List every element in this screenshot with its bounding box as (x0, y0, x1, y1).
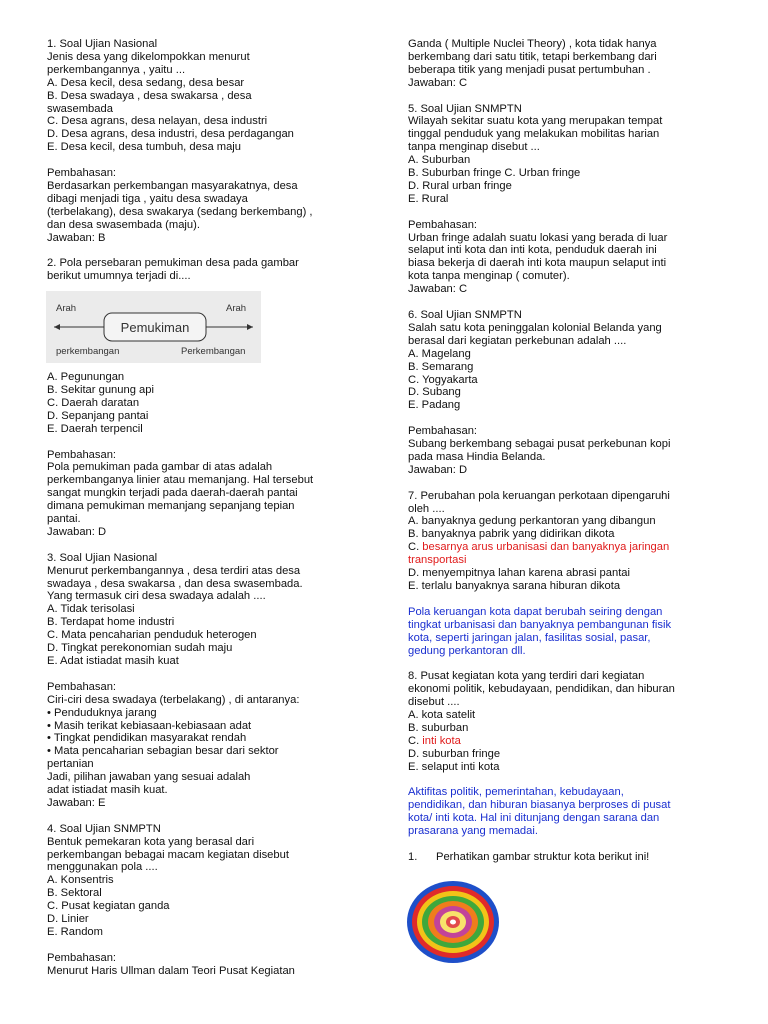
explanation-8 (408, 786, 728, 838)
text-line: Jawaban: C (408, 76, 468, 89)
text-line: tanpa menginap disebut ... (408, 141, 540, 154)
text-line: D. Tingkat perekonomian sudah maju (47, 642, 233, 655)
explanation-1 (47, 167, 357, 244)
text-line: Jawaban: C (408, 283, 468, 296)
text-line: E. terlalu banyaknya sarana hiburan dikota (408, 579, 621, 592)
text-line: beberapa titik yang menjadi pusat pertumbuhan . (408, 63, 651, 76)
text-line: D. Subang (408, 386, 461, 399)
text-line: Jawaban: B (47, 231, 106, 244)
text-line: pendidikan, dan hiburan biasanya berproses di pusat (408, 799, 671, 812)
text-line: berasal dari kegiatan perkebunan adalah .... (408, 334, 627, 347)
text-line: D. Sepanjang pantai (47, 409, 149, 422)
diagram-center-label: Pemukiman (120, 320, 190, 336)
text-line: Jawaban: D (47, 525, 107, 538)
diagram-arah-right: Arah (226, 303, 247, 315)
diagram-perk-left: perkembangan (56, 346, 120, 358)
text-line: E. Rural (408, 192, 449, 205)
text-line: Pembahasan: (47, 448, 117, 461)
question-7 (408, 490, 728, 593)
text-line: Aktifitas politik, pemerintahan, kebudayaan, (408, 786, 624, 799)
question-7-option-c: C. besarnya arus urbanisasi dan banyaknya jaringan (408, 541, 670, 554)
text-line: Menurut Haris Ullman dalam Teori Pusat Kegiatan (47, 964, 295, 977)
text-line: sangat mungkin terjadi pada daerah-daerah pantai (47, 487, 298, 500)
question-4 (47, 823, 357, 939)
settlement-pattern-diagram (46, 291, 261, 363)
text-line: Menurut perkembangannya , desa terdiri atas desa (47, 564, 301, 577)
text-line: perkembangan bebagai macam kegiatan disebut (47, 848, 289, 861)
text-line: • Penduduknya jarang (47, 706, 157, 719)
text-line: perkembangannya , yaitu ... (47, 63, 186, 76)
text-line: E. Desa kecil, desa tumbuh, desa maju (47, 141, 242, 154)
text-line: gedung perkantoran dll. (408, 644, 526, 657)
text-line: A. Pegunungan (47, 371, 125, 384)
text-line: kota tanpa menginap ( comuter). (408, 270, 570, 283)
text-line: dimana pemukiman memanjang sepanjang tepian (47, 500, 295, 513)
text-line: 6. Soal Ujian SNMPTN (408, 308, 522, 321)
question-1 (47, 38, 357, 154)
text-line: ekonomi politik, kebudayaan, pendidikan, dan hiburan (408, 683, 675, 696)
concentric-city-structure-diagram (406, 880, 500, 964)
diagram-perk-right: Perkembangan (181, 346, 246, 358)
text-line: E. Random (47, 926, 103, 938)
explanation-3 (47, 681, 357, 810)
text-line: Berdasarkan perkembangan masyarakatnya, desa (47, 179, 298, 192)
text-line: pada masa Hindia Belanda. (408, 450, 546, 463)
text-line: E. selaput inti kota (408, 760, 500, 773)
text-line: biasa bekerja di daerah inti kota maupun selaput inti (408, 257, 667, 270)
text-line: Jawaban: E (47, 796, 106, 809)
text-line: pantai. (47, 513, 81, 526)
text-line: A. Konsentris (47, 874, 114, 887)
text-line: tingkat urbanisasi dan banyaknya pembangunan fisik (408, 618, 672, 631)
text-line: Pola keruangan kota dapat berubah seiring dengan (408, 605, 663, 618)
text-line: Pembahasan: (408, 425, 478, 438)
text-line: 1. Soal Ujian Nasional (47, 38, 158, 50)
text-line: disebut .... (408, 696, 460, 709)
text-line: D. suburban fringe (408, 747, 501, 760)
left-column (47, 38, 357, 978)
text-line: D. menyempitnya lahan karena abrasi pantai (408, 567, 631, 580)
text-line: adat istiadat masih kuat. (47, 784, 168, 797)
text-line: • Tingkat pendidikan masyarakat rendah (47, 732, 247, 745)
explanation-2 (47, 449, 357, 539)
question-9-text: Perhatikan gambar struktur kota berikut ini! (436, 850, 650, 863)
text-line: 4. Soal Ujian SNMPTN (47, 822, 161, 835)
text-line: D. Linier (47, 913, 89, 926)
text-line: 8. Pusat kegiatan kota yang terdiri dari kegiatan (408, 670, 645, 683)
diagram-arah-left: Arah (56, 303, 77, 315)
text-line: dan desa swasembada (maju). (47, 218, 200, 231)
text-line: C. Mata pencaharian penduduk heterogen (47, 629, 257, 642)
text-line: Pembahasan: (408, 218, 478, 231)
text-line: A. Suburban (408, 154, 471, 167)
text-line: C. Daerah daratan (47, 396, 140, 409)
text-line: perkembanganya linier atau memanjang. Hal tersebut (47, 474, 314, 487)
text-line: menggunakan pola .... (47, 861, 158, 874)
text-line: berkembang dari satu titik, tetapi berkembang dari (408, 50, 657, 63)
text-line: • Masih terikat kebiasaan-kebiasaan adat (47, 719, 252, 732)
text-line: Urban fringe adalah suatu lokasi yang berada di luar (408, 231, 668, 244)
text-line: 5. Soal Ujian SNMPTN (408, 102, 522, 115)
explanation-4-continued (408, 38, 728, 90)
text-line: Wilayah sekitar suatu kota yang merupakan tempat (408, 115, 663, 128)
text-line: Jawaban: D (408, 463, 468, 476)
question-9-number: 1. (408, 850, 418, 863)
text-line: E. Daerah terpencil (47, 422, 143, 435)
text-line: swadaya , desa swakarsa , dan desa swasembada. (47, 577, 303, 590)
question-7-option-c-cont: transportasi (408, 554, 467, 567)
question-5 (408, 103, 728, 206)
text-line: A. kota satelit (408, 709, 476, 722)
text-line: Pola pemukiman pada gambar di atas adalah (47, 461, 273, 474)
text-line: A. Magelang (408, 347, 471, 360)
text-line: Pembahasan: (47, 680, 117, 693)
text-line: B. Terdapat home industri (47, 616, 175, 629)
text-line: C. Pusat kegiatan ganda (47, 900, 170, 913)
text-line: Jenis desa yang dikelompokkan menurut (47, 50, 250, 63)
text-line: Subang berkembang sebagai pusat perkebunan kopi (408, 438, 671, 451)
text-line: C. Desa agrans, desa nelayan, desa industri (47, 115, 268, 128)
text-line: C. Yogyakarta (408, 373, 478, 386)
question-3 (47, 552, 357, 668)
right-column (408, 38, 728, 968)
text-line: B. Sektoral (47, 887, 102, 900)
explanation-7 (408, 606, 728, 658)
text-line: E. Adat istiadat masih kuat (47, 655, 179, 667)
text-line: A. Desa kecil, desa sedang, desa besar (47, 76, 245, 89)
text-line: Ganda ( Multiple Nuclei Theory) , kota tidak hanya (408, 38, 657, 50)
text-line: D. Desa agrans, desa industri, desa perdagangan (47, 128, 294, 141)
text-line: pertanian (47, 758, 94, 771)
text-line: • Mata pencaharian sebagian besar dari sektor (47, 745, 279, 758)
text-line: Pembahasan: (47, 167, 117, 180)
explanation-5 (408, 219, 728, 296)
question-8 (408, 670, 728, 773)
text-line: prasarana yang memadai. (408, 825, 538, 838)
text-line: A. banyaknya gedung perkantoran yang dibangun (408, 515, 656, 528)
text-line: Salah satu kota peninggalan kolonial Belanda yang (408, 321, 662, 334)
text-line: B. suburban (408, 721, 469, 734)
explanation-6 (408, 425, 728, 477)
text-line: Yang termasuk ciri desa swadaya adalah .... (47, 590, 266, 603)
question-8-option-c: C. inti kota (408, 734, 461, 747)
text-line: tinggal penduduk yang melakukan mobilitas harian (408, 128, 660, 141)
text-line: Bentuk pemekaran kota yang berasal dari (47, 835, 255, 848)
text-line: kota/ inti kota. Hal ini ditunjang dengan sarana dan (408, 812, 660, 825)
text-line: kota, seperti jaringan jalan, fasilitas sosial, pasar, (408, 631, 651, 644)
text-line: B. Semarang (408, 360, 474, 373)
text-line: 2. Pola persebaran pemukiman desa pada gambar (47, 257, 299, 270)
text-line: dibagi menjadi tiga , yaitu desa swadaya (47, 192, 248, 205)
text-line: 7. Perubahan pola keruangan perkotaan dipengaruhi (408, 489, 670, 502)
text-line: selaput inti kota dan inti kota, penduduk daerah ini (408, 244, 657, 257)
text-line: B. Sekitar gunung api (47, 384, 154, 396)
explanation-4 (47, 952, 357, 978)
text-line: 3. Soal Ujian Nasional (47, 551, 158, 564)
text-line: B. Suburban fringe C. Urban fringe (408, 167, 581, 180)
text-line: B. Desa swadaya , desa swakarsa , desa (47, 89, 252, 102)
text-line: B. banyaknya pabrik yang didirikan dikota (408, 528, 615, 541)
text-line: Jadi, pilihan jawaban yang sesuai adalah (47, 771, 251, 784)
text-line: berikut umumnya terjadi di.... (47, 270, 191, 283)
question-6 (408, 309, 728, 412)
question-2-options (47, 371, 357, 436)
text-line: D. Rural urban fringe (408, 179, 512, 192)
question-2 (47, 257, 357, 283)
text-line: (terbelakang), desa swakarya (sedang berkembang) , (47, 205, 313, 218)
text-line: swasembada (47, 102, 113, 115)
text-line: Pembahasan: (47, 951, 117, 964)
text-line: E. Padang (408, 399, 461, 412)
text-line: oleh .... (408, 502, 445, 515)
text-line: A. Tidak terisolasi (47, 603, 135, 616)
question-9 (408, 851, 728, 864)
text-line: Ciri-ciri desa swadaya (terbelakang) , di antaranya: (47, 693, 300, 706)
